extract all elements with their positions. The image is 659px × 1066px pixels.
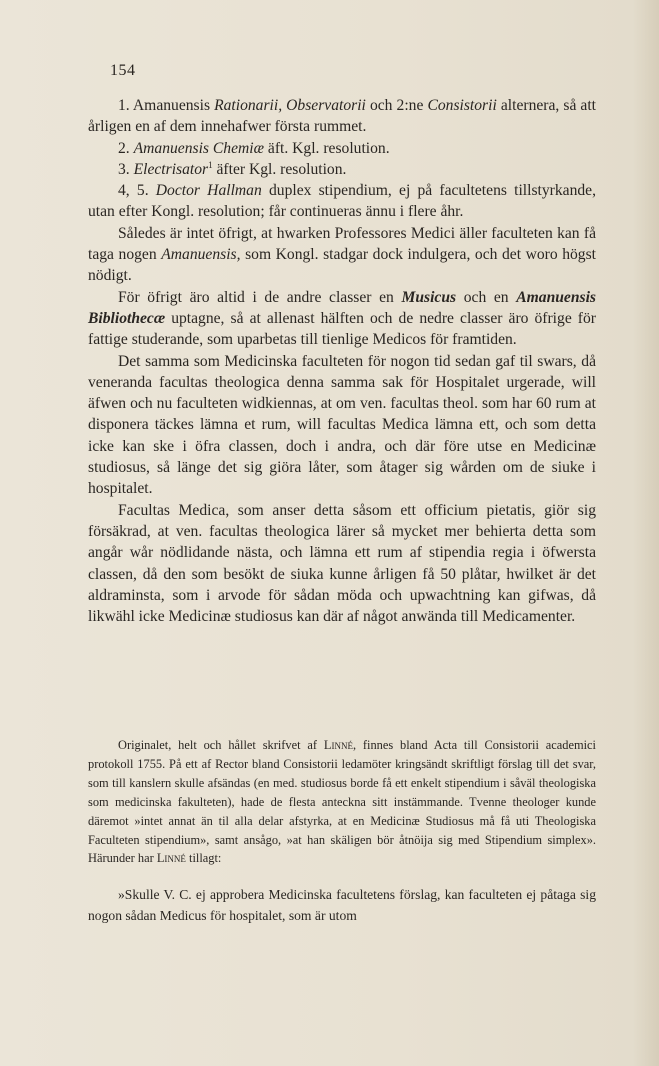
- main-text: [88, 95, 596, 627]
- paragraph-det-samma: Det samma som Medicinska faculteten för nogon tid sedan gaf til swars, då veneranda facultas theologica denna samma sak för Hospitalet urgerade, will äfwen och nu faculteten widkiennas, at om ven. facultas theol. som har 60 rum at disponera täckes lämna et rum, will facultas Medica lämna ett, och som detta icke kan ske i öfra classen, doch i andra, och där före utse en Medicinæ studiosus, så länge det sig giöra låter, som åtager sig wården om de siuke i hospitalet.: [88, 352, 596, 498]
- footnote-marker: 1: [208, 159, 213, 170]
- note-quote: »Skulle V. C. ej approbera Medicinska facultetens förslag, kan faculteten ej påtaga sig nogon sådan Medicus för hospitalet, som är utom: [88, 887, 596, 924]
- paragraph-for-ofrigt: För öfrigt äro altid i de andre classer en Musicus och en Amanuensis Bibliothecæ uptagne, så at allenast hälften och de nedre classer äro öfrige för fattige studerande, som uparbetas till tienlige Medicos för framtiden.: [88, 288, 596, 349]
- paragraph-saledes: Således är intet öfrigt, at hwarken Professores Medici äller faculteten kan få taga nogen Amanuensis, som Kongl. stadgar dock indulgera, och det woro högst nödigt.: [88, 224, 597, 285]
- note-paragraph: Originalet, helt och hållet skrifvet af Linné, finnes bland Acta till Consistorii academici protokoll 1755. På ett af Rector bland Consistorii ledamöter kringsändt skriftligt förslag till det svar, som till kanslern skulle afsändas (en med. studiosus borde få ett enkelt stipendium i såväl theologiska som medicinska fakulteten), hade de flesta anteckna sitt instämmande. Tvenne theologer kunde däremot »intet annat än til alla delar afstyrka, at en Medicinæ Studiosus må få uti Theologiska Faculteten stipendium», samt ansågo, »at han skäligen bör åtnöija sig med Stipendium simplex». Härunder har Linné tillagt:: [88, 738, 596, 866]
- list-item-1: 1. Amanuensis Rationarii, Observatorii och 2:ne Consistorii alternera, så att årligen en af dem innehafwer första rummet.: [88, 97, 597, 136]
- list-item-3: 3. Electrisator$^1$ äfter Kgl. resolution.: [118, 159, 347, 178]
- list-item-2: 2. Amanuensis Chemiæ äft. Kgl. resolution.: [118, 139, 390, 157]
- footnotes: [88, 736, 596, 926]
- paragraph-facultas-medica: Facultas Medica, som anser detta såsom ett officium pietatis, giör sig försäkrad, at ven. facultas theologica lärer så mycket mer behierta detta som angår wår nödlidande nästa, och lämna ett rum af stipendia regia i öfwersta classen, då den som besökt de siuka kunne årligen få 50 plåtar, hwilket är det aldraminsta, som i arvode för sådan möda och upwachtning kan gifwas, då likwähl icke Medicinæ studiosus kan där af något anwända till Medicamenter.: [88, 501, 596, 626]
- list-item-4-5: 4, 5. Doctor Hallman duplex stipendium, ej på facultetens tillstyrkande, utan efter Kongl. resolution; får continueras ännu i flere åhr.: [88, 182, 596, 221]
- page-number: 154: [110, 62, 136, 79]
